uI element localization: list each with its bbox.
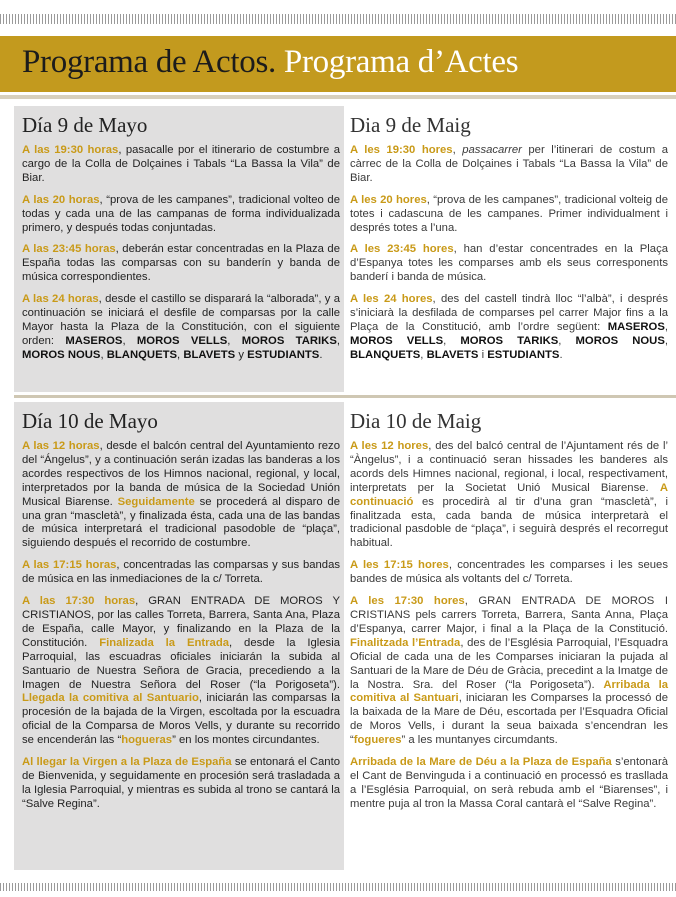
program-entry xyxy=(22,243,340,285)
program-entry xyxy=(22,293,340,363)
entry-text: , xyxy=(336,334,341,347)
program-entry xyxy=(350,756,668,812)
decorative-stripe-bottom xyxy=(0,883,676,891)
entry-text: , concentradas las comparsas y sus bandas de música en las inmediaciones de la c/ Torreta. xyxy=(22,559,341,586)
entry-text: , xyxy=(227,334,242,347)
time-highlight: hogueras xyxy=(121,734,173,747)
time-highlight: A las 17:15 horas xyxy=(22,559,117,572)
day-9-spanish-column xyxy=(22,113,340,371)
banner-underline xyxy=(0,95,676,99)
time-highlight: Llegada la comitiva al Santuario xyxy=(22,692,199,705)
time-highlight: Arribada de la Mare de Déu a la Plaza de España xyxy=(350,756,612,769)
entry-text: , concentrades les comparses i les seues bandes de música als voltants del c/ Torreta. xyxy=(350,559,668,586)
entry-text: , xyxy=(122,334,137,347)
program-entry xyxy=(350,595,668,748)
entry-text: y xyxy=(235,348,248,361)
entry-text: , xyxy=(558,334,576,347)
comparsa-name: MOROS NOUS xyxy=(22,348,101,361)
comparsa-name: BLANQUETS xyxy=(350,348,421,361)
comparsa-name: MASEROS xyxy=(607,320,665,333)
program-entry xyxy=(350,440,668,551)
time-highlight: A les 24 hores xyxy=(350,293,433,306)
time-highlight: Finalitzada l’Entrada xyxy=(350,636,461,649)
comparsa-name: BLAVETS xyxy=(183,348,236,361)
day-heading: Día 10 de Mayo xyxy=(22,409,158,433)
time-highlight: A las 19:30 horas xyxy=(22,144,119,156)
comparsa-name: MOROS TARIKS xyxy=(460,334,559,347)
entry-text: , des de l’Església Parroquial, l’Esquadra Oficial de cada una de les Comparses iniciaran la pujada al Santuari de la Mare de Déu de Gràcia, precedint a la Imatge de la Nostra. Sra. del Roser (“la Porigoseta”). xyxy=(350,636,668,691)
entry-text: , xyxy=(664,320,668,333)
entry-text: per l’itinerari de costum a càrrec de la Colla de Dolçaines i Tabals “La Bassa la Vila” de Biar. xyxy=(350,144,669,184)
comparsa-name: BLAVETS xyxy=(426,348,479,361)
day-10-spanish-column xyxy=(22,409,340,820)
program-entry xyxy=(22,194,340,236)
comparsa-name: MOROS TARIKS xyxy=(241,334,337,347)
entry-text: , “prova de les campanes”, tradicional volteo de todas y cada una de las campanas de forma individualizada primero, y después todas conjuntadas. xyxy=(22,193,340,234)
comparsa-name: MOROS VELLS xyxy=(350,334,444,347)
program-entry xyxy=(350,559,668,587)
decorative-stripe-top xyxy=(0,14,676,24)
time-highlight: A las 20 horas xyxy=(22,193,100,206)
comparsa-name: MOROS NOUS xyxy=(575,334,665,347)
time-highlight: A las 17:30 horas xyxy=(22,595,136,608)
program-entry xyxy=(350,243,668,285)
time-highlight: A las 12 horas xyxy=(22,440,100,452)
program-entry xyxy=(350,144,668,186)
entry-text: se procederá al disparo de una gran “mascletà”, y finalizada ésta, cada una de las bandas de música interpretará el tradicional pasodoble de “plaça”, siguiendo después el recorrido de costumbre. xyxy=(22,495,341,550)
entry-text: , desde el balcón central del Ayuntamiento rezo del “Ángelus”, y a continuación serán izadas las banderas a los acordes respectivos de los Himnos nacional, regional, y local, interpretados por la banda de música de la Sociedad Unión Musical Biarense. xyxy=(22,440,340,508)
entry-text: ” en los montes circundantes. xyxy=(172,734,320,747)
time-highlight: A les 12 hores xyxy=(350,440,429,452)
day-heading: Dia 10 de Maig xyxy=(350,409,482,433)
day-heading: Dia 9 de Maig xyxy=(350,113,471,137)
entry-text: , xyxy=(664,334,669,347)
entry-text: . xyxy=(559,348,563,361)
time-highlight: Al llegar la Virgen a la Plaza de España xyxy=(22,756,232,769)
entry-text: , han d’estar concentrades en la Plaça d’Espanya totes les comparses amb els seus corresponents banderí i banda de música. xyxy=(350,243,669,284)
entry-text: i xyxy=(478,348,488,361)
comparsa-name: BLANQUETS xyxy=(106,348,178,361)
day-10-valencian-column xyxy=(350,409,668,820)
program-entry xyxy=(350,293,668,363)
program-entry xyxy=(350,194,668,236)
entry-text: ” a les muntanyes circumdants. xyxy=(401,734,558,747)
time-highlight: A les 20 hores xyxy=(350,193,427,206)
entry-text: , xyxy=(452,144,463,156)
program-entry xyxy=(22,595,340,748)
time-highlight: A las 23:45 horas xyxy=(22,243,116,256)
entry-text: , deberán estar concentradas en la Plaza de España todas las comparsas con su banderín y banda de música correspondientes. xyxy=(22,243,340,284)
page-title xyxy=(22,44,518,81)
time-highlight: Arribada la comitiva al Santuari xyxy=(350,678,668,705)
title-valencian: Programa d’Actes xyxy=(283,44,519,80)
entry-text: s’entonarà el Cant de Benvinguda i a continuació en processó es traslladа a l’Església Parroquial, on serà rebuda amb el “Biarenses”, i mentre puja al tron la Massa Coral cantarà el “Salve Regina”. xyxy=(350,756,668,810)
entry-text: , xyxy=(443,334,461,347)
entry-text: , “prova de les campanes”, tradicional volteig de totes i cadascuna de les campanes. Primer individualment i després totes a l’una. xyxy=(350,193,668,234)
program-entry xyxy=(22,756,340,812)
entry-text: , GRAN ENTRADA DE MOROS Y CRISTIANOS, por las calles Torreta, Barrera, Santa Ana, Plaza de España, calle Mayor, y finalizando en la Plaza de la Constitución. xyxy=(22,595,340,649)
time-highlight: A les 23:45 hores xyxy=(350,243,454,256)
title-spanish: Programa de Actos. xyxy=(22,44,276,80)
entry-text: passacarrer xyxy=(462,144,522,156)
section-divider xyxy=(14,395,676,398)
entry-text: , des del balcó central de l’Ajuntament rés de l’ “Àngelus”, i a continuació seran hissades les banderes als acords dels Himnes nacional, regional, i local, respectivament, interpretats per la Societat Unió Musical Biarense. xyxy=(350,440,668,494)
time-highlight: A las 24 horas xyxy=(22,293,99,306)
entry-text: , xyxy=(420,348,427,361)
comparsa-name: MASEROS xyxy=(65,334,123,347)
entry-text: , pasacalle por el itinerario de costumbre a cargo de la Colla de Dolçaines i Tabals “La Bassa la Vila” de Biar. xyxy=(22,144,341,184)
time-highlight: Seguidamente xyxy=(117,495,195,508)
entry-text: , iniciarán las comparsas la procesión de la bajada de la Virgen, escoltada por la escuadra oficial de la Comparsa de Moros Vells, y durante su recorrido se encenderán las “ xyxy=(22,692,340,747)
entry-text: , desde la Iglesia Parroquial, las escuadras oficiales iniciarán la subida al Santuario de Nuestra Señora de Gracia, precediendo a la Imagen de Nuestra Señora del Roser (“la Porigoseta”). xyxy=(22,636,341,691)
day-9-valencian-column xyxy=(350,113,668,371)
time-highlight: A les 17:15 hores xyxy=(350,559,449,572)
entry-text: . xyxy=(319,348,323,361)
entry-text: , xyxy=(100,348,107,361)
program-entry xyxy=(22,440,340,551)
entry-text: se entonará el Canto de Bienvenida, y seguidamente en procesión será trasladada a la Iglesia Parroquial, y mientras es subida al trono se cantará la “Salve Regina”. xyxy=(22,756,340,810)
time-highlight: A continuació xyxy=(350,481,668,508)
entry-text: , desde el castillo se disparará la “alborada”, y a continuación se iniciará el desfile de comparsas por la calle Mayor hasta la Plaza de la Constitución, con el siguiente orden: xyxy=(22,293,340,347)
entry-text: , des del castell tindrà lloc “l’albà”, i després s’iniciarà la desfilada de comparses pel carrer Major fins a la Plaça de la Constitució, amb l’ordre següent: xyxy=(350,293,668,333)
entry-text: , iniciaran les Comparses la processó de la baixada de la Mare de Déu, escortada per l’Esquadra Oficial de Moros Vells, i durant la seua baixada s’encendran les “ xyxy=(350,692,668,747)
time-highlight: A les 19:30 hores xyxy=(350,144,453,156)
entry-text: es procedirà al tir d’una gran “mascletà”, i finalitzada esta, cada banda de música interpretarà el tradicional pasdoble de “plaça”, i seguirà després el recorregut habitual. xyxy=(350,495,668,550)
program-entry xyxy=(22,144,340,186)
time-highlight: fogueres xyxy=(353,734,402,747)
time-highlight: Finalizada la Entrada xyxy=(99,636,230,649)
comparsa-name: ESTUDIANTS xyxy=(247,348,320,361)
entry-text: , GRAN ENTRADA DE MOROS I CRISTIANS pels carrers Torreta, Barrera, Santa Anna, Plaça d’Espanya, carrer Major, i final a la Plaça de la Constitució. xyxy=(350,595,669,635)
program-entry xyxy=(22,559,340,587)
comparsa-name: ESTUDIANTS xyxy=(487,348,560,361)
time-highlight: A les 17:30 hores xyxy=(350,595,465,608)
comparsa-name: MOROS VELLS xyxy=(136,334,228,347)
entry-text: , xyxy=(177,348,184,361)
day-heading: Día 9 de Mayo xyxy=(22,113,148,137)
